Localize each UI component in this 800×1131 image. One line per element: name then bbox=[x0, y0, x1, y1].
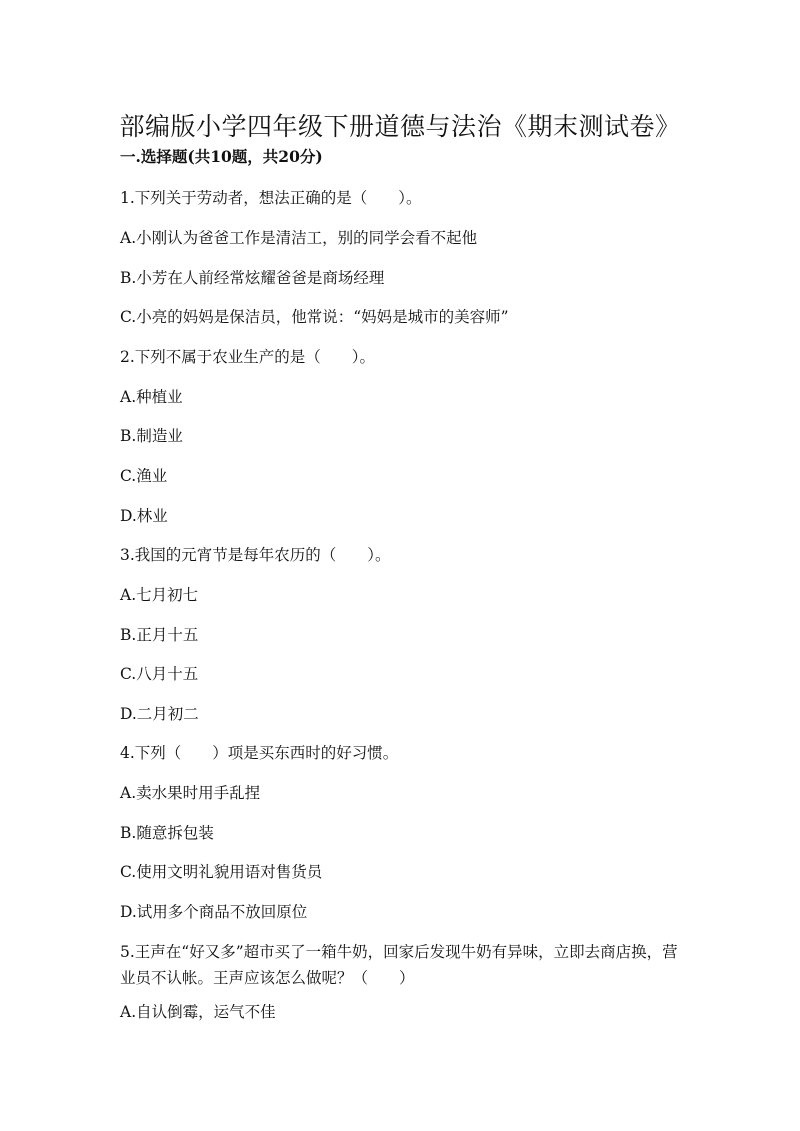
section-heading: 一.选择题(共10题，共20分) bbox=[120, 147, 323, 166]
question-2-option-a: A.种植业 bbox=[120, 388, 183, 406]
question-2-option-b: B.制造业 bbox=[120, 427, 183, 445]
question-2-option-d: D.林业 bbox=[120, 507, 168, 525]
question-3-stem: 3.我国的元宵节是每年农历的（ ）。 bbox=[120, 546, 391, 564]
question-2-option-c: C.渔业 bbox=[120, 467, 168, 485]
question-3-option-c: C.八月十五 bbox=[120, 665, 199, 683]
question-3-option-d: D.二月初二 bbox=[120, 705, 199, 723]
question-4-option-a: A.卖水果时用手乱捏 bbox=[120, 784, 261, 802]
question-4-option-b: B.随意拆包装 bbox=[120, 824, 214, 842]
question-3-option-b: B.正月十五 bbox=[120, 626, 199, 644]
question-4-option-d: D.试用多个商品不放回原位 bbox=[120, 903, 308, 921]
question-3-option-a: A.七月初七 bbox=[120, 586, 199, 604]
question-5-stem: 5.王声在“好又多”超市买了一箱牛奶，回家后发现牛奶有异味，立即去商店换，营业员不认帐。王声应该怎么做呢？（ ） bbox=[120, 943, 678, 987]
question-4-stem: 4.下列（ ）项是买东西时的好习惯。 bbox=[120, 744, 399, 762]
document-title: 部编版小学四年级下册道德与法治《期末测试卷》 bbox=[119, 111, 681, 141]
question-2-stem: 2.下列不属于农业生产的是（ ）。 bbox=[120, 348, 376, 366]
question-5-option-a: A.自认倒霉，运气不佳 bbox=[120, 1003, 276, 1021]
question-1-option-a: A.小刚认为爸爸工作是清洁工，别的同学会看不起他 bbox=[120, 229, 478, 247]
question-1-option-c: C.小亮的妈妈是保洁员，他常说：“妈妈是城市的美容师” bbox=[120, 308, 509, 326]
question-1-stem: 1.下列关于劳动者，想法正确的是（ ）。 bbox=[120, 189, 422, 207]
question-4-option-c: C.使用文明礼貌用语对售货员 bbox=[120, 863, 323, 881]
question-1-option-b: B.小芳在人前经常炫耀爸爸是商场经理 bbox=[120, 269, 385, 287]
